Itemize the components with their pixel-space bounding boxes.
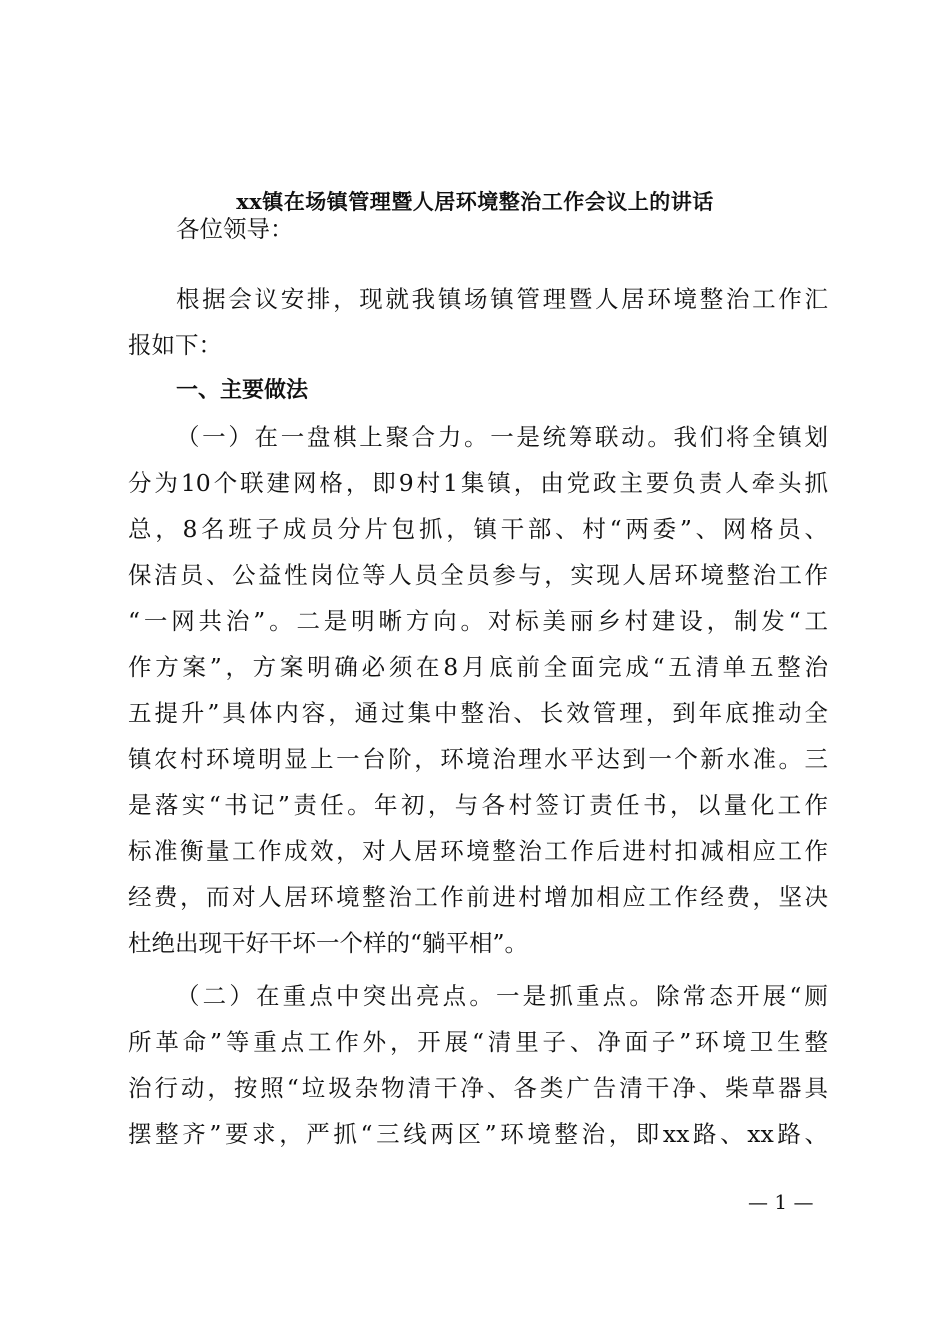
paragraph1-line-3: 总，8名班子成员分片包抓，镇干部、村“两委”、网格员、 (128, 515, 828, 543)
paragraph1-line-4: 保洁员、公益性岗位等人员全员参与，实现人居环境整治工作 (128, 561, 828, 589)
page-number: — 1 — (748, 1190, 814, 1214)
paragraph1-line-5: “一网共治”。二是明晰方向。对标美丽乡村建设，制发“工 (128, 607, 828, 635)
section-heading: 一、主要做法 (176, 378, 309, 403)
intro-line-2: 报如下： (128, 331, 222, 359)
paragraph1-line-12: 杜绝出现干好干坏一个样的“躺平相”。 (128, 929, 529, 957)
paragraph1-line-2: 分为10个联建网格，即9村1集镇，由党政主要负责人牵头抓 (128, 469, 828, 497)
paragraph1-line-8: 镇农村环境明显上一台阶，环境治理水平达到一个新水准。三 (128, 745, 828, 773)
intro-line-1: 根据会议安排，现就我镇场镇管理暨人居环境整治工作汇 (176, 285, 828, 313)
paragraph2-line-4: 摆整齐”要求，严抓“三线两区”环境整治，即xx路、xx路、 (128, 1120, 828, 1148)
paragraph1-line-9: 是落实“书记”责任。年初，与各村签订责任书，以量化工作 (128, 791, 828, 819)
paragraph1-line-7: 五提升”具体内容，通过集中整治、长效管理，到年底推动全 (128, 699, 828, 727)
paragraph2-line-1: （二）在重点中突出亮点。一是抓重点。除常态开展“厕 (176, 982, 828, 1010)
document-title: xx镇在场镇管理暨人居环境整治工作会议上的讲话 (236, 189, 714, 214)
paragraph1-line-1: （一）在一盘棋上聚合力。一是统筹联动。我们将全镇划 (176, 423, 828, 451)
paragraph1-line-11: 经费，而对人居环境整治工作前进村增加相应工作经费，坚决 (128, 883, 828, 911)
paragraph1-line-6: 作方案”，方案明确必须在8月底前全面完成“五清单五整治 (128, 653, 828, 681)
paragraph2-line-3: 治行动，按照“垃圾杂物清干净、各类广告清干净、柴草器具 (128, 1074, 828, 1102)
paragraph2-line-2: 所革命”等重点工作外，开展“清里子、净面子”环境卫生整 (128, 1028, 828, 1056)
greeting: 各位领导： (176, 215, 294, 243)
paragraph1-line-10: 标准衡量工作成效，对人居环境整治工作后进村扣减相应工作 (128, 837, 828, 865)
